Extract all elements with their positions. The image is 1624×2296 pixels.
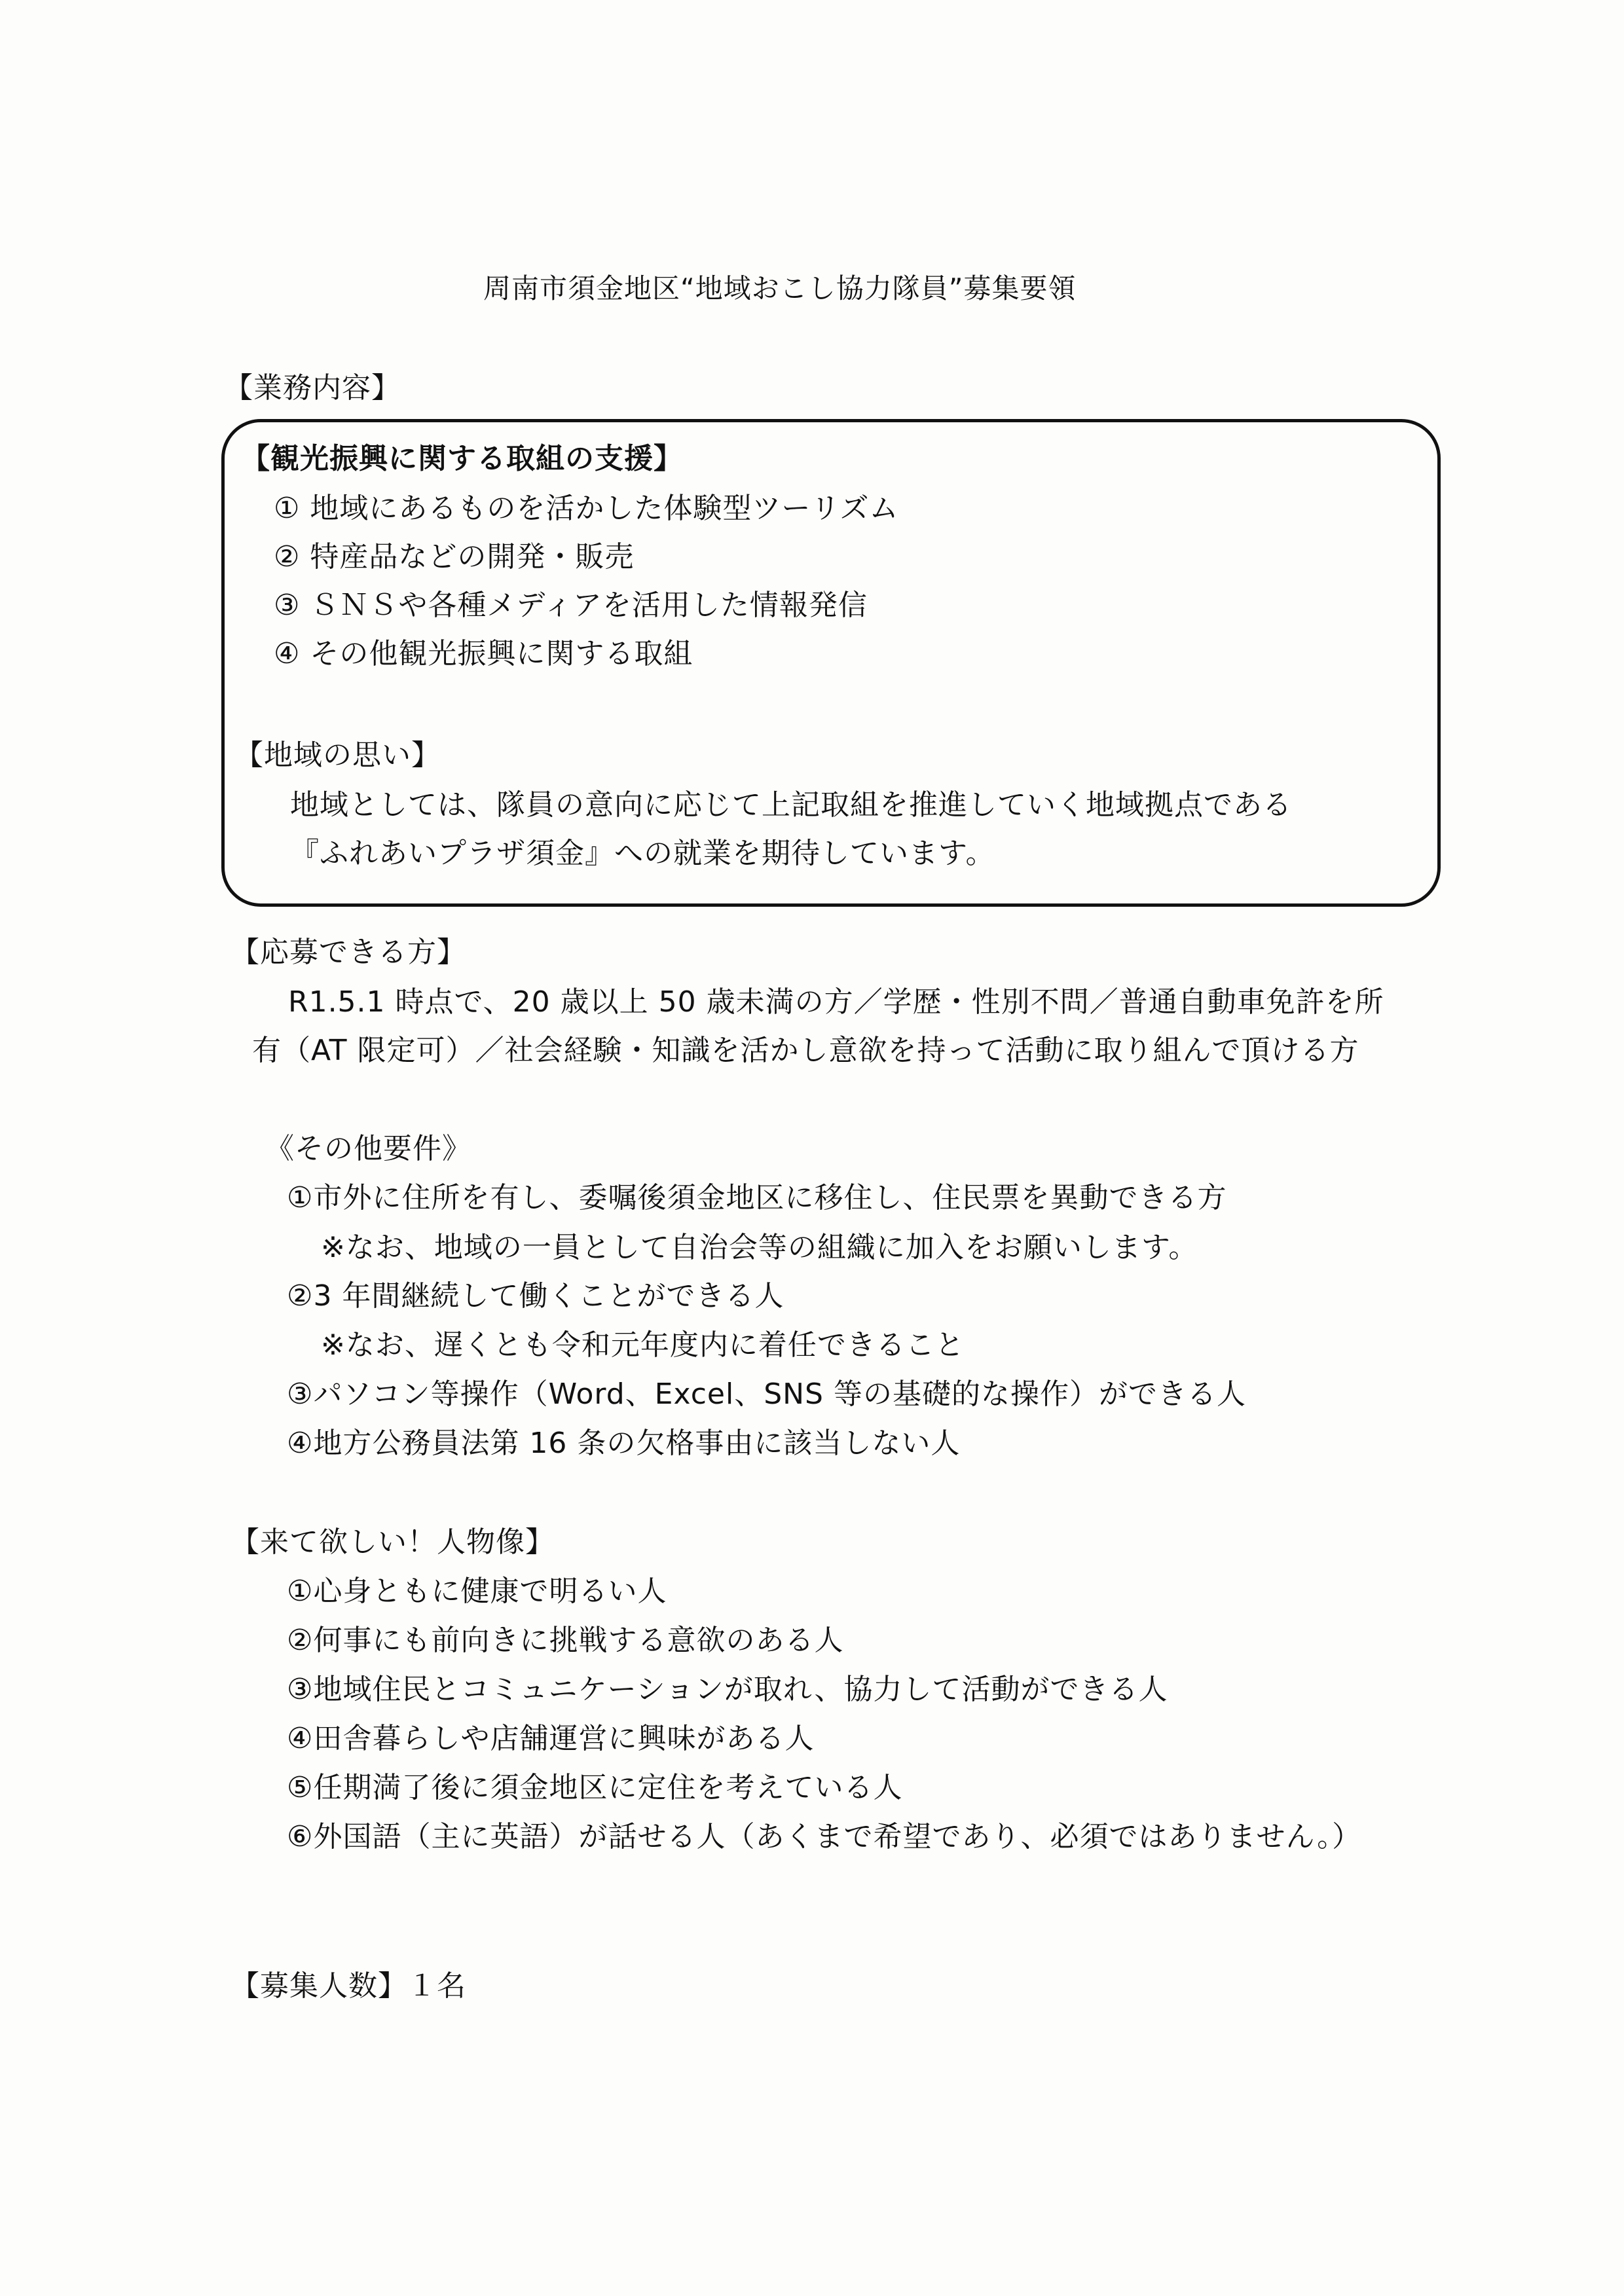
ideal-item: ③地域住民とコミュニケーションが取れ、協力して活動ができる人 — [287, 1673, 1168, 1706]
requirement-note: ※なお、遅くとも令和元年度内に着任できること — [321, 1328, 965, 1362]
ideal-item: ⑥外国語（主に英語）が話せる人（あくまで希望であり、必須ではありません。） — [287, 1820, 1362, 1853]
recruitment-count: 【募集人数】１名 — [231, 1969, 466, 2003]
box-heading: 【観光振興に関する取組の支援】 — [241, 442, 683, 475]
business-heading: 【業務内容】 — [224, 371, 401, 405]
requirement-line: ③パソコン等操作（Word、Excel、SNS 等の基礎的な操作）ができる人 — [287, 1377, 1246, 1411]
business-item: ① 地域にあるものを活かした体験型ツーリズム — [274, 492, 899, 525]
business-item: ④ その他観光振興に関する取組 — [274, 637, 693, 670]
thoughts-heading: 【地域の思い】 — [234, 738, 441, 772]
requirement-note: ※なお、地域の一員として自治会等の組織に加入をお願いします。 — [321, 1231, 1198, 1264]
ideal-heading: 【来て欲しい！人物像】 — [231, 1525, 555, 1559]
eligibility-line: 有（AT 限定可）／社会経験・知識を活かし意欲を持って活動に取り組んで頂ける方 — [252, 1034, 1359, 1067]
requirement-line: ④地方公務員法第 16 条の欠格事由に該当しない人 — [287, 1427, 961, 1460]
ideal-item: ①心身ともに健康で明るい人 — [287, 1575, 667, 1608]
business-item: ③ ＳＮＳや各種メディアを活用した情報発信 — [274, 589, 868, 622]
document-title: 周南市須金地区“地域おこし協力隊員”募集要領 — [483, 272, 1077, 304]
other-requirements-heading: 《その他要件》 — [265, 1132, 471, 1165]
requirement-line: ②3 年間継続して働くことができる人 — [287, 1279, 784, 1313]
ideal-item: ⑤任期満了後に須金地区に定住を考えている人 — [287, 1771, 903, 1804]
thoughts-line: 『ふれあいプラザ須金』への就業を期待しています。 — [290, 837, 995, 870]
ideal-item: ④田舎暮らしや店舗運営に興味がある人 — [287, 1722, 815, 1755]
eligibility-line: R1.5.1 時点で、20 歳以上 50 歳未満の方／学歴・性別不問／普通自動車免許を所 — [288, 985, 1384, 1019]
eligibility-heading: 【応募できる方】 — [231, 936, 466, 969]
requirement-line: ①市外に住所を有し、委嘱後須金地区に移住し、住民票を異動できる方 — [287, 1181, 1227, 1214]
ideal-item: ②何事にも前向きに挑戦する意欲のある人 — [287, 1624, 844, 1657]
business-item: ② 特産品などの開発・販売 — [274, 540, 635, 574]
thoughts-line: 地域としては、隊員の意向に応じて上記取組を推進していく地域拠点である — [290, 788, 1292, 822]
